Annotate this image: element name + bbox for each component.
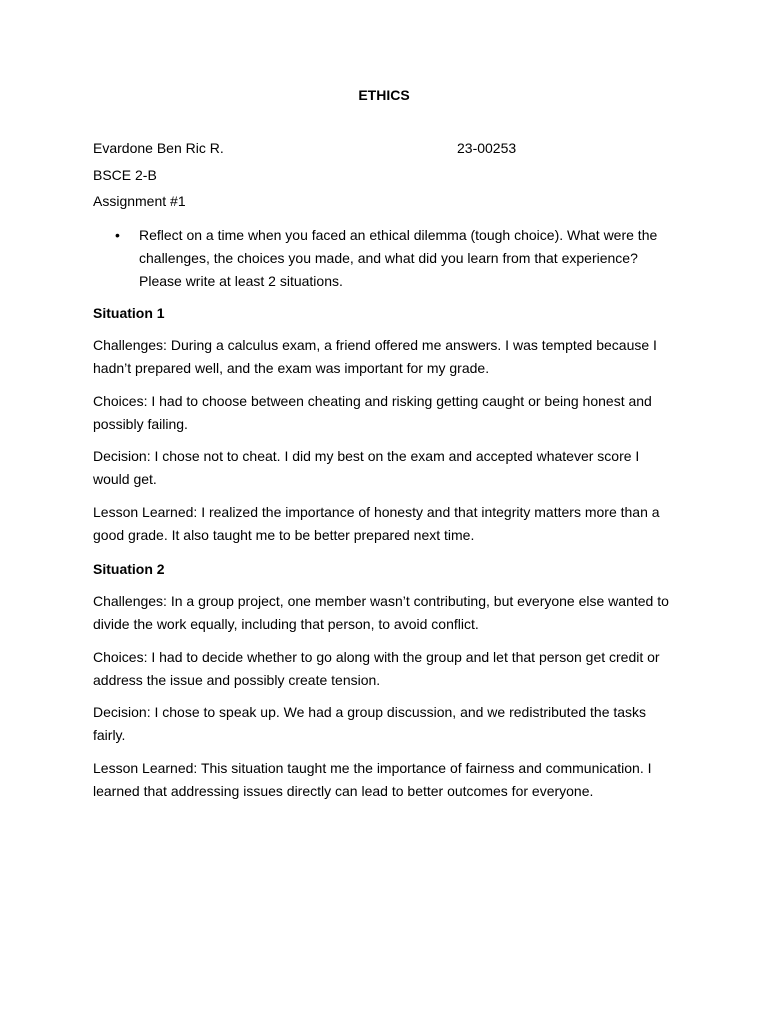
- section-label: BSCE 2-B: [93, 167, 157, 183]
- situation-1-lesson: Lesson Learned: I realized the importance of honesty and that integrity matters more than a good grade. It also taught me to be better prepared next time.: [93, 504, 660, 543]
- student-name: Evardone Ben Ric R.: [93, 140, 224, 156]
- prompt-text: Reflect on a time when you faced an ethical dilemma (tough choice). What were the challenges, the choices you made, and what did you learn from that experience? Please write at least 2 situations.: [139, 227, 658, 289]
- assignment-label: Assignment #1: [93, 193, 186, 209]
- student-id: 23-00253: [457, 140, 517, 156]
- situation-2-choices: Choices: I had to decide whether to go along with the group and let that person get credit or address the issue and possibly create tension.: [93, 649, 660, 688]
- situation-2-decision: Decision: I chose to speak up. We had a group discussion, and we redistributed the tasks fairly.: [93, 704, 647, 743]
- situation-2-lesson: Lesson Learned: This situation taught me the importance of fairness and communication. I learned that addressing issues directly can lead to better outcomes for everyone.: [93, 760, 652, 799]
- document-title: ETHICS: [358, 87, 410, 103]
- bullet-icon: •: [115, 227, 120, 243]
- situation-1-choices: Choices: I had to choose between cheating and risking getting caught or being honest and possibly failing.: [93, 393, 652, 432]
- situation-2-challenges: Challenges: In a group project, one member wasn’t contributing, but everyone else wanted to divide the work equally, including that person, to avoid conflict.: [93, 593, 669, 632]
- situation-1-challenges: Challenges: During a calculus exam, a friend offered me answers. I was tempted because I hadn’t prepared well, and the exam was important for my grade.: [93, 337, 657, 376]
- situation-1-heading: Situation 1: [93, 305, 165, 321]
- situation-1-decision: Decision: I chose not to cheat. I did my best on the exam and accepted whatever score I would get.: [93, 448, 640, 487]
- situation-2-heading: Situation 2: [93, 561, 165, 577]
